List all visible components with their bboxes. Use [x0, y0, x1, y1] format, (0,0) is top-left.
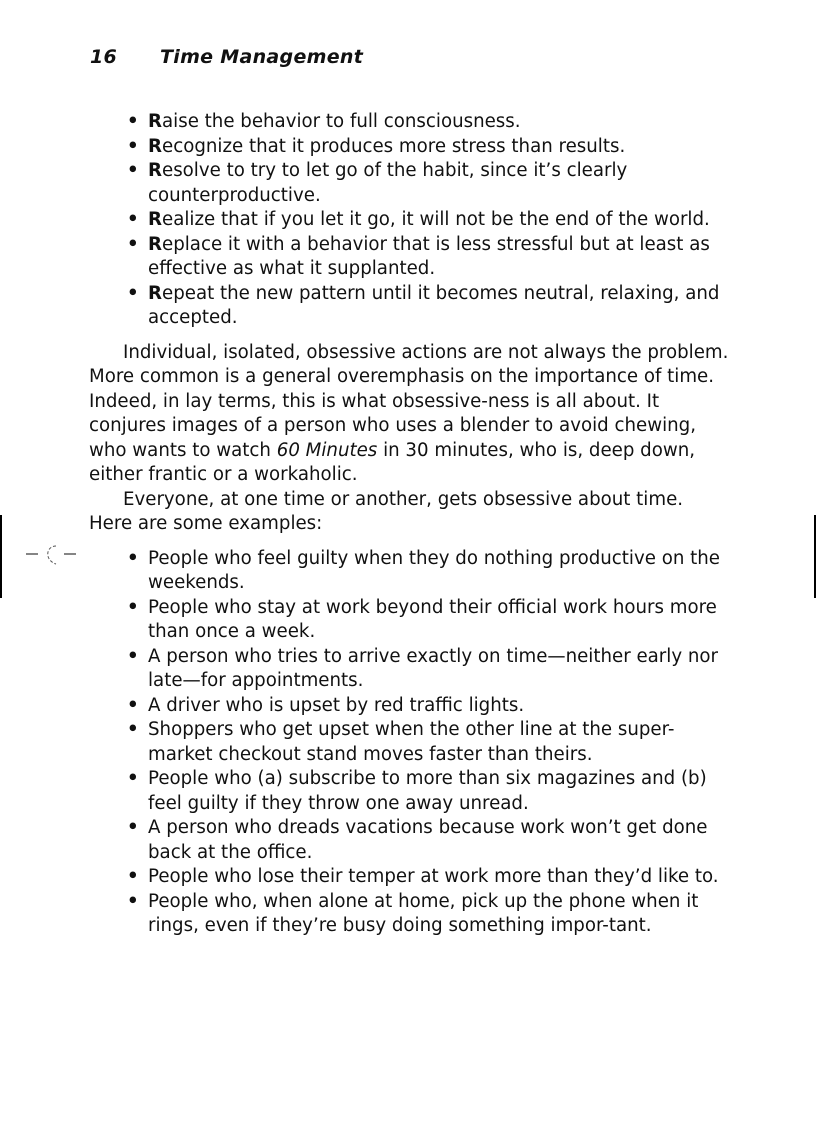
- examples-list: [89, 547, 729, 939]
- list-item: • Replace it with a behavior that is less stressful but at least as effective as what it supplanted.: [89, 233, 729, 282]
- page-body: [89, 110, 729, 939]
- list-item: • People who, when alone at home, pick up the phone when it rings, even if they’re busy doing something impor-tant.: [89, 890, 729, 939]
- list-item: • Resolve to try to let go of the habit, since it’s clearly counterproductive.: [89, 159, 729, 208]
- r-steps-list: [89, 110, 729, 331]
- list-item: • Realize that if you let it go, it will not be the end of the world.: [89, 208, 729, 233]
- list-item: • A person who dreads vacations because work won’t get done back at the office.: [89, 816, 729, 865]
- left-margin-rule: [0, 515, 2, 598]
- paragraph-examples-intro: Everyone, at one time or another, gets obsessive about time. Here are some examples:: [89, 488, 684, 534]
- list-item: • People who lose their temper at work more than they’d like to.: [89, 865, 729, 890]
- binding-mark-icon: [26, 540, 80, 570]
- list-item: • Repeat the new pattern until it becomes neutral, relaxing, and accepted.: [89, 282, 729, 331]
- list-item: • People who stay at work beyond their official work hours more than once a week.: [89, 596, 729, 645]
- page-number: 16: [90, 46, 118, 68]
- list-item: • People who (a) subscribe to more than six magazines and (b) feel guilty if they throw one away unread.: [89, 767, 729, 816]
- list-item: • Recognize that it produces more stress than results.: [89, 135, 729, 160]
- list-item: • A driver who is upset by red traffic lights.: [89, 694, 729, 719]
- list-item: • Shoppers who get upset when the other line at the super-market checkout stand moves faster than theirs.: [89, 718, 729, 767]
- running-title: Time Management: [160, 46, 364, 68]
- running-header: [90, 46, 363, 68]
- list-item: • People who feel guilty when they do nothing productive on the weekends.: [89, 547, 729, 596]
- list-item: • A person who tries to arrive exactly on time—neither early nor late—for appointments.: [89, 645, 729, 694]
- list-item: • Raise the behavior to full consciousness.: [89, 110, 729, 135]
- paragraph-obsessive-actions: Individual, isolated, obsessive actions are not always the problem. More common is a general overemphasis on the importance of time. Indeed, in lay terms, this is what obsessive-ness is all about. It conjures images of a person who uses a blender to avoid chewing, who wants to watch 60 Minutes in 30 minutes, who is, deep down, either frantic or a workaholic.: [89, 341, 729, 485]
